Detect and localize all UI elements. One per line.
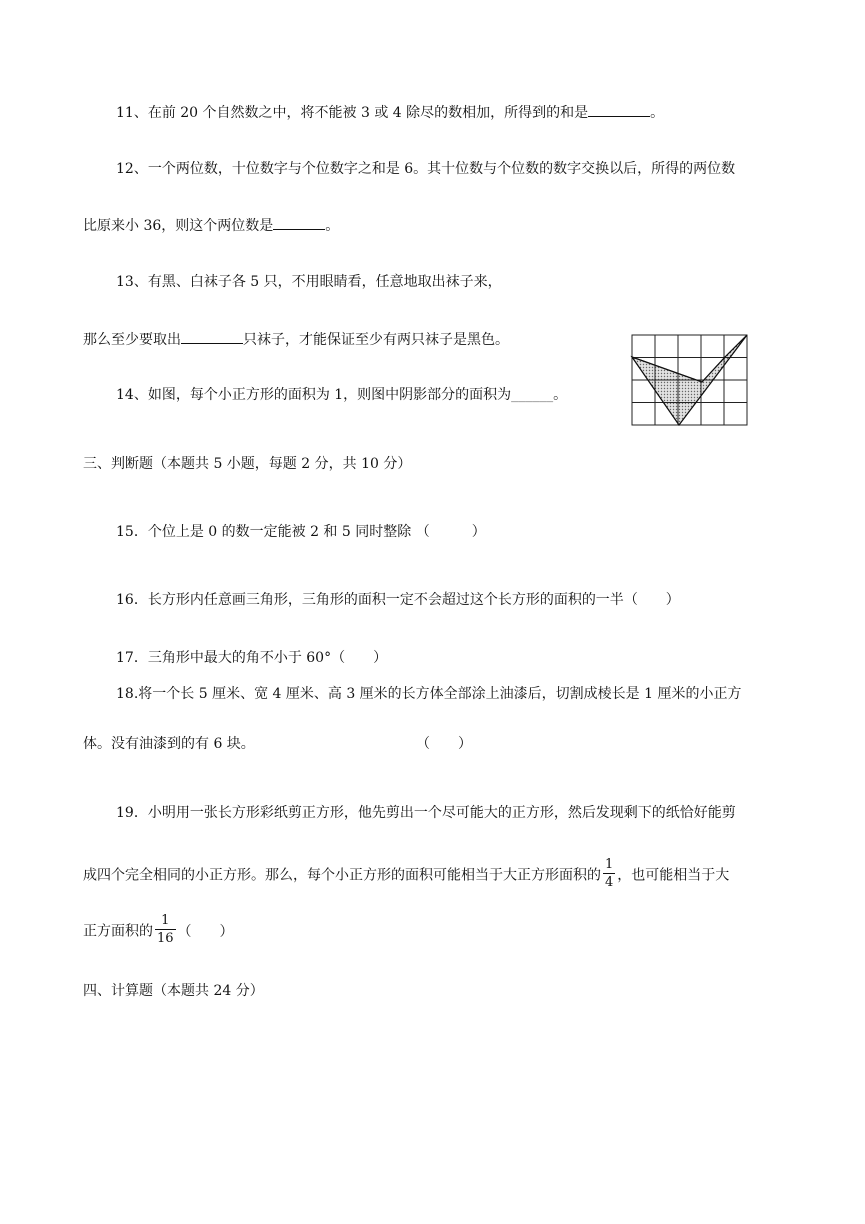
question-19-text-a: 成四个完全相同的小正方形。那么，每个小正方形的面积可能相当于大正方形面积的	[83, 867, 601, 884]
question-14	[116, 385, 567, 405]
answer-blank-13[interactable]	[181, 329, 243, 344]
question-19-text-c: 正方面积的	[83, 923, 153, 940]
question-11	[116, 102, 664, 123]
question-13-line-2	[83, 329, 509, 350]
answer-paren-17[interactable]: （ ）	[331, 650, 388, 666]
question-14-end: 。	[553, 387, 568, 403]
question-19-text-b: ，也可能相当于大	[617, 867, 730, 884]
question-12-end: 。	[325, 218, 340, 234]
question-11-text: 11、在前 20 个自然数之中，将不能被 3 或 4 除尽的数相加，所得到的和是	[116, 105, 589, 121]
question-15	[116, 522, 486, 542]
answer-blank-12[interactable]	[273, 215, 325, 230]
question-18-line-2: 体。没有油漆到的有 6 块。	[83, 736, 255, 752]
question-11-end: 。	[650, 105, 665, 121]
fraction-numerator: 1	[155, 914, 176, 930]
question-19-line-2	[83, 857, 730, 891]
question-19-line-1: 19．小明用一张长方形彩纸剪正方形，他先剪出一个尽可能大的正方形，然后发现剩下的纸恰好能剪	[116, 805, 736, 821]
question-13-text-b: 只袜子，才能保证至少有两只袜子是黑色。	[243, 332, 509, 348]
answer-blank-14[interactable]: ______	[511, 387, 554, 403]
fraction-one-sixteenth	[155, 914, 176, 945]
question-16	[116, 590, 680, 610]
answer-blank-11[interactable]	[588, 102, 650, 117]
answer-paren-18[interactable]: （ ）	[416, 736, 472, 752]
question-13-line-1: 13、有黑、白袜子各 5 只，不用眼睛看，任意地取出袜子来，	[116, 274, 502, 290]
question-19-line-3	[83, 913, 234, 947]
section-3-title: 三、判断题（本题共 5 小题，每题 2 分，共 10 分）	[83, 456, 412, 472]
grid-figure	[630, 333, 750, 428]
question-13-text-a: 那么至少要取出	[83, 332, 181, 348]
question-17-text: 17．三角形中最大的角不小于 60°	[116, 650, 332, 666]
question-18-line-1: 18.将一个长 5 厘米、宽 4 厘米、高 3 厘米的长方体全部涂上油漆后，切割成棱长是 1 厘米的小正方	[116, 686, 742, 702]
answer-paren-19[interactable]: （ ）	[177, 923, 234, 940]
answer-paren-15[interactable]: （ ）	[415, 524, 486, 540]
answer-paren-16[interactable]: （ ）	[623, 592, 680, 608]
fraction-one-quarter	[603, 858, 615, 889]
question-12-line-2	[83, 215, 339, 236]
question-17	[116, 648, 387, 668]
question-16-text: 16．长方形内任意画三角形，三角形的面积一定不会超过这个长方形的面积的一半	[116, 592, 624, 608]
fraction-denominator: 16	[157, 931, 174, 946]
question-12-text: 比原来小 36，则这个两位数是	[83, 218, 274, 234]
section-4-title: 四、计算题（本题共 24 分）	[83, 983, 264, 999]
fraction-numerator: 1	[605, 857, 614, 872]
fraction-denominator: 4	[605, 875, 614, 890]
question-15-text: 15．个位上是 0 的数一定能被 2 和 5 同时整除	[116, 524, 412, 540]
question-14-text: 14、如图，每个小正方形的面积为 1，则图中阴影部分的面积为	[116, 387, 512, 403]
question-12-line-1: 12、一个两位数，十位数字与个位数字之和是 6。其十位数与个位数的数字交换以后，所得的两位数	[116, 161, 736, 177]
